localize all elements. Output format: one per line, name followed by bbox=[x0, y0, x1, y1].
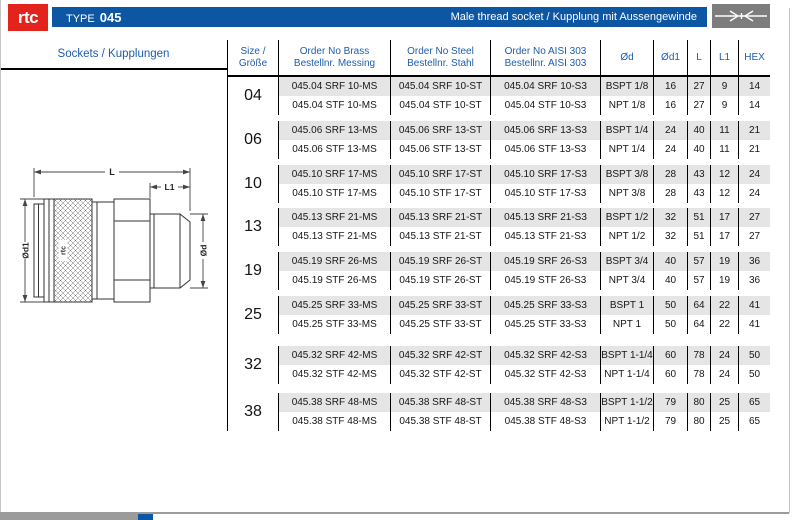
table-cell: 78 bbox=[687, 365, 710, 384]
table-cell: 045.13 SRF 21-S3 bbox=[490, 208, 600, 227]
type-title bbox=[66, 10, 121, 25]
table-cell: 57 bbox=[687, 271, 710, 290]
table-header-row bbox=[228, 40, 770, 77]
table-cell: 045.13 STF 21-ST bbox=[390, 227, 490, 246]
table-cell: 41 bbox=[738, 315, 770, 334]
size-cell: 32 bbox=[244, 356, 262, 373]
table-cell: 65 bbox=[738, 412, 770, 431]
page-border-right bbox=[789, 8, 790, 513]
dim-label-d: Ød bbox=[198, 244, 209, 257]
table-cell: 27 bbox=[687, 77, 710, 96]
table-cell: BSPT 1-1/2 bbox=[600, 393, 653, 412]
header-bar bbox=[52, 7, 707, 27]
table-cell: 9 bbox=[710, 96, 738, 115]
table-cell: 045.19 SRF 26-MS bbox=[278, 252, 390, 271]
table-cell: 045.32 STF 42-ST bbox=[390, 365, 490, 384]
size-group bbox=[228, 393, 770, 431]
table-cell: 045.19 STF 26-ST bbox=[390, 271, 490, 290]
size-cell: 19 bbox=[244, 262, 262, 279]
column-header: L1 bbox=[710, 40, 738, 75]
table-cell: 25 bbox=[710, 393, 738, 412]
table-cell: NPT 1/8 bbox=[600, 96, 653, 115]
size-cell: 10 bbox=[244, 175, 262, 192]
table-cell: 045.13 STF 21-S3 bbox=[490, 227, 600, 246]
table-cell: 045.25 STF 33-MS bbox=[278, 315, 390, 334]
table-cell: 045.25 STF 33-ST bbox=[390, 315, 490, 334]
table-cell: 11 bbox=[710, 121, 738, 140]
table-cell: 50 bbox=[653, 315, 687, 334]
table-cell: 045.25 SRF 33-S3 bbox=[490, 296, 600, 315]
size-group bbox=[228, 252, 770, 290]
dim-label-l1: L1 bbox=[164, 182, 175, 192]
table-cell: 045.38 STF 48-MS bbox=[278, 412, 390, 431]
table-cell: 36 bbox=[738, 252, 770, 271]
table-cell: 045.38 SRF 48-MS bbox=[278, 393, 390, 412]
table-cell: 51 bbox=[687, 208, 710, 227]
size-group bbox=[228, 208, 770, 246]
table-cell: 28 bbox=[653, 184, 687, 203]
column-header: Order No AISI 303 Bestellnr. AISI 303 bbox=[490, 40, 600, 75]
type-number: 045 bbox=[99, 9, 122, 25]
table-cell: 80 bbox=[687, 412, 710, 431]
table-cell: 045.32 SRF 42-MS bbox=[278, 346, 390, 365]
size-cell: 06 bbox=[244, 131, 262, 148]
table-cell: 79 bbox=[653, 412, 687, 431]
table-cell: 16 bbox=[653, 96, 687, 115]
table-cell: 045.13 STF 21-MS bbox=[278, 227, 390, 246]
coupling-body bbox=[34, 199, 190, 302]
table-cell: 27 bbox=[738, 227, 770, 246]
table-cell: NPT 1 bbox=[600, 315, 653, 334]
table-cell: NPT 1-1/2 bbox=[600, 412, 653, 431]
column-header: Order No Brass Bestellnr. Messing bbox=[278, 40, 390, 75]
table-cell: BSPT 1/4 bbox=[600, 121, 653, 140]
section-label: Sockets / Kupplungen bbox=[57, 48, 170, 60]
dim-label-d1: Ød1 bbox=[20, 242, 31, 259]
table-cell: 045.25 SRF 33-ST bbox=[390, 296, 490, 315]
size-group bbox=[228, 346, 770, 384]
column-header: Order No Steel Bestellnr. Stahl bbox=[390, 40, 490, 75]
table-cell: 41 bbox=[738, 296, 770, 315]
table-cell: 045.25 SRF 33-MS bbox=[278, 296, 390, 315]
table-cell: 27 bbox=[738, 208, 770, 227]
table-cell: 24 bbox=[710, 346, 738, 365]
header-title: Male thread socket / Kupplung mit Aussengewinde bbox=[450, 11, 697, 23]
table-cell: NPT 3/4 bbox=[600, 271, 653, 290]
table-cell: BSPT 3/4 bbox=[600, 252, 653, 271]
table-cell: 80 bbox=[687, 393, 710, 412]
table-cell: 65 bbox=[738, 393, 770, 412]
table-cell: 21 bbox=[738, 121, 770, 140]
table-cell: 25 bbox=[710, 412, 738, 431]
table-cell: 50 bbox=[653, 296, 687, 315]
table-cell: 21 bbox=[738, 140, 770, 159]
table-cell: 045.38 SRF 48-S3 bbox=[490, 393, 600, 412]
table-cell: 045.04 STF 10-MS bbox=[278, 96, 390, 115]
table-cell: 24 bbox=[738, 184, 770, 203]
table-cell: 045.32 STF 42-MS bbox=[278, 365, 390, 384]
table-cell: 045.06 SRF 13-ST bbox=[390, 121, 490, 140]
table-cell: 28 bbox=[653, 165, 687, 184]
table-cell: 045.10 STF 17-MS bbox=[278, 184, 390, 203]
table-cell: 22 bbox=[710, 315, 738, 334]
table-cell: 045.19 SRF 26-ST bbox=[390, 252, 490, 271]
table-cell: 19 bbox=[710, 252, 738, 271]
table-cell: 50 bbox=[738, 346, 770, 365]
table-cell: 17 bbox=[710, 208, 738, 227]
table-cell: 14 bbox=[738, 96, 770, 115]
type-label: TYPE bbox=[66, 12, 95, 25]
table-cell: 79 bbox=[653, 393, 687, 412]
table-cell: 045.32 STF 42-S3 bbox=[490, 365, 600, 384]
table-cell: 40 bbox=[687, 121, 710, 140]
table-cell: 40 bbox=[653, 252, 687, 271]
table-cell: 045.32 SRF 42-S3 bbox=[490, 346, 600, 365]
table-cell: NPT 1/4 bbox=[600, 140, 653, 159]
table-cell: 24 bbox=[710, 365, 738, 384]
table-cell: BSPT 3/8 bbox=[600, 165, 653, 184]
table-cell: 43 bbox=[687, 184, 710, 203]
table-cell: 64 bbox=[687, 296, 710, 315]
table-cell: 64 bbox=[687, 315, 710, 334]
brand-logo: rtc bbox=[8, 4, 48, 31]
table-cell: 17 bbox=[710, 227, 738, 246]
column-header: HEX bbox=[738, 40, 770, 75]
table-cell: 24 bbox=[653, 140, 687, 159]
table-cell: BSPT 1-1/4 bbox=[600, 346, 653, 365]
table-cell: 12 bbox=[710, 184, 738, 203]
size-cell: 25 bbox=[244, 306, 262, 323]
column-header: Size / Größe bbox=[238, 45, 268, 69]
column-header: Ød1 bbox=[653, 40, 687, 75]
table-cell: 045.10 SRF 17-MS bbox=[278, 165, 390, 184]
coupling-connect-icon bbox=[712, 4, 770, 28]
size-group bbox=[228, 165, 770, 203]
table-cell: 22 bbox=[710, 296, 738, 315]
table-cell: 045.06 STF 13-S3 bbox=[490, 140, 600, 159]
table-cell: 14 bbox=[738, 77, 770, 96]
table-cell: 045.04 SRF 10-S3 bbox=[490, 77, 600, 96]
table-cell: 045.10 STF 17-ST bbox=[390, 184, 490, 203]
table-cell: 36 bbox=[738, 271, 770, 290]
table-cell: 045.19 SRF 26-S3 bbox=[490, 252, 600, 271]
table-cell: 12 bbox=[710, 165, 738, 184]
table-cell: NPT 1/2 bbox=[600, 227, 653, 246]
table-cell: 045.38 SRF 48-ST bbox=[390, 393, 490, 412]
table-cell: 045.10 SRF 17-ST bbox=[390, 165, 490, 184]
column-header: Ød bbox=[600, 40, 653, 75]
table-cell: 24 bbox=[738, 165, 770, 184]
table-cell: 60 bbox=[653, 346, 687, 365]
table-cell: 32 bbox=[653, 208, 687, 227]
table-cell: 50 bbox=[738, 365, 770, 384]
table-cell: BSPT 1/2 bbox=[600, 208, 653, 227]
table-cell: BSPT 1/8 bbox=[600, 77, 653, 96]
table-cell: 045.13 SRF 21-ST bbox=[390, 208, 490, 227]
table-cell: 045.04 SRF 10-ST bbox=[390, 77, 490, 96]
table-cell: 24 bbox=[653, 121, 687, 140]
table-cell: 045.13 SRF 21-MS bbox=[278, 208, 390, 227]
table-cell: NPT 3/8 bbox=[600, 184, 653, 203]
technical-drawing bbox=[18, 158, 218, 326]
footer-accent bbox=[138, 514, 153, 520]
table-cell: 045.06 SRF 13-MS bbox=[278, 121, 390, 140]
table-cell: 045.19 STF 26-S3 bbox=[490, 271, 600, 290]
table-cell: 045.38 STF 48-S3 bbox=[490, 412, 600, 431]
table-cell: 16 bbox=[653, 77, 687, 96]
table-cell: BSPT 1 bbox=[600, 296, 653, 315]
drawing-brand-label: rtc bbox=[60, 246, 68, 255]
table-cell: 9 bbox=[710, 77, 738, 96]
table-cell: 51 bbox=[687, 227, 710, 246]
table-cell: 045.10 SRF 17-S3 bbox=[490, 165, 600, 184]
size-cell: 38 bbox=[244, 403, 262, 420]
dim-label-l: L bbox=[109, 167, 115, 177]
table-cell: 045.10 STF 17-S3 bbox=[490, 184, 600, 203]
table-cell: NPT 1-1/4 bbox=[600, 365, 653, 384]
table-cell: 60 bbox=[653, 365, 687, 384]
table-cell: 11 bbox=[710, 140, 738, 159]
size-cell: 04 bbox=[244, 87, 262, 104]
size-group bbox=[228, 296, 770, 334]
table-cell: 045.25 STF 33-S3 bbox=[490, 315, 600, 334]
size-group bbox=[228, 77, 770, 115]
table-cell: 40 bbox=[687, 140, 710, 159]
table-cell: 045.04 STF 10-ST bbox=[390, 96, 490, 115]
size-cell: 13 bbox=[244, 218, 262, 235]
footer-bar bbox=[0, 514, 138, 520]
page-border-left bbox=[0, 0, 1, 514]
table-cell: 27 bbox=[687, 96, 710, 115]
table-cell: 19 bbox=[710, 271, 738, 290]
table-cell: 57 bbox=[687, 252, 710, 271]
table-cell: 045.06 STF 13-MS bbox=[278, 140, 390, 159]
table-cell: 045.04 STF 10-S3 bbox=[490, 96, 600, 115]
section-underline bbox=[1, 68, 227, 70]
size-group bbox=[228, 121, 770, 159]
table-cell: 045.06 SRF 13-S3 bbox=[490, 121, 600, 140]
table-cell: 045.19 STF 26-MS bbox=[278, 271, 390, 290]
table-cell: 045.04 SRF 10-MS bbox=[278, 77, 390, 96]
table-cell: 78 bbox=[687, 346, 710, 365]
table-cell: 045.06 STF 13-ST bbox=[390, 140, 490, 159]
table-cell: 40 bbox=[653, 271, 687, 290]
table-cell: 045.32 SRF 42-ST bbox=[390, 346, 490, 365]
table-cell: 32 bbox=[653, 227, 687, 246]
column-header: L bbox=[687, 40, 710, 75]
table-cell: 045.38 STF 48-ST bbox=[390, 412, 490, 431]
table-cell: 43 bbox=[687, 165, 710, 184]
